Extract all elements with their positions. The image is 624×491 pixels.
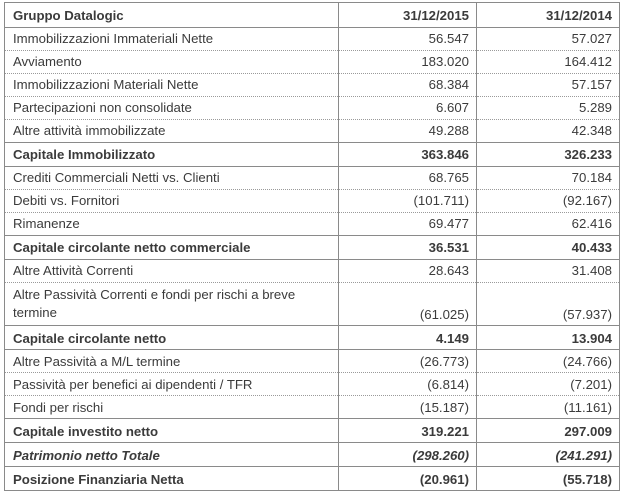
table-row	[5, 260, 620, 283]
row-label-cell	[5, 236, 339, 260]
row-label-text: Debiti vs. Fornitori	[13, 193, 120, 209]
row-label-cell	[5, 97, 339, 120]
row-value-col2-text: 31.408	[571, 263, 612, 279]
row-value-col1-text: (26.773)	[419, 353, 469, 369]
row-label-cell	[5, 190, 339, 213]
table-body	[5, 28, 620, 491]
row-value-col1-text: (20.961)	[419, 471, 469, 487]
row-value-col2-cell	[477, 467, 620, 491]
row-value-col2-cell	[477, 143, 620, 167]
row-value-col2-text: 40.433	[571, 240, 612, 256]
row-label-cell	[5, 260, 339, 283]
row-value-col2-text: (55.718)	[562, 471, 612, 487]
row-label-cell	[5, 443, 339, 467]
row-label-text: Altre Passività Correnti e fondi per rischi a breve termine	[13, 287, 296, 321]
row-label-text: Capitale Immobilizzato	[13, 147, 156, 163]
row-value-col1-text: 4.149	[435, 330, 469, 346]
table-row	[5, 236, 620, 260]
row-value-col1-cell	[339, 467, 477, 491]
row-value-col2-text: 326.233	[564, 147, 612, 163]
table-row	[5, 283, 620, 326]
row-value-col1-cell	[339, 396, 477, 419]
table-row	[5, 74, 620, 97]
row-value-col2-cell	[477, 326, 620, 350]
row-label-text: Immobilizzazioni Materiali Nette	[13, 77, 199, 93]
table-row	[5, 167, 620, 190]
row-value-col1-text: 183.020	[421, 54, 469, 70]
row-value-col2-text: (7.201)	[570, 376, 612, 392]
row-label-text: Altre Attività Correnti	[13, 263, 134, 279]
row-label-text: Crediti Commerciali Netti vs. Clienti	[13, 170, 220, 186]
row-value-col1-text: 36.531	[428, 240, 469, 256]
row-value-col2-text: 5.289	[578, 100, 612, 116]
row-label-cell	[5, 283, 339, 326]
table-row	[5, 120, 620, 143]
row-value-col2-text: 13.904	[571, 330, 612, 346]
row-value-col2-cell	[477, 51, 620, 74]
row-value-col1-cell	[339, 350, 477, 373]
table-header	[5, 3, 620, 28]
row-value-col1-cell	[339, 236, 477, 260]
row-value-col1-cell	[339, 143, 477, 167]
row-value-col1-cell	[339, 213, 477, 236]
table-row	[5, 396, 620, 419]
row-value-col1-text: (15.187)	[419, 399, 469, 415]
row-label-text: Posizione Finanziaria Netta	[13, 471, 184, 487]
table-header-row	[5, 3, 620, 28]
table-row	[5, 326, 620, 350]
row-label-text: Capitale investito netto	[13, 423, 159, 439]
row-label-cell	[5, 213, 339, 236]
row-value-col1-text: 28.643	[428, 263, 469, 279]
header-cell-col1	[339, 3, 477, 28]
row-value-col2-cell	[477, 373, 620, 396]
row-value-col2-cell	[477, 443, 620, 467]
row-value-col2-text: 62.416	[571, 216, 612, 232]
row-label-cell	[5, 120, 339, 143]
row-value-col2-cell	[477, 419, 620, 443]
row-value-col1-cell	[339, 419, 477, 443]
row-label-text: Immobilizzazioni Immateriali Nette	[13, 31, 214, 47]
row-value-col2-text: 57.157	[571, 77, 612, 93]
row-label-text: Patrimonio netto Totale	[13, 447, 160, 463]
row-label-text: Rimanenze	[13, 216, 80, 232]
row-label-cell	[5, 326, 339, 350]
row-label-cell	[5, 143, 339, 167]
row-value-col2-cell	[477, 190, 620, 213]
row-value-col2-cell	[477, 97, 620, 120]
row-value-col1-text: 363.846	[421, 147, 469, 163]
row-label-cell	[5, 51, 339, 74]
row-value-col2-cell	[477, 236, 620, 260]
row-value-col2-text: (241.291)	[555, 447, 612, 463]
row-value-col2-text: 42.348	[571, 123, 612, 139]
row-value-col2-cell	[477, 396, 620, 419]
row-value-col1-text: (6.814)	[427, 376, 469, 392]
table-row	[5, 143, 620, 167]
table-row	[5, 97, 620, 120]
row-value-col1-text: 68.384	[428, 77, 469, 93]
row-value-col2-cell	[477, 283, 620, 326]
row-label-cell	[5, 467, 339, 491]
table-row	[5, 373, 620, 396]
header-label-text: Gruppo Datalogic	[13, 8, 124, 24]
row-value-col2-text: (24.766)	[562, 353, 612, 369]
row-label-cell	[5, 167, 339, 190]
row-value-col1-cell	[339, 167, 477, 190]
header-cell-col2	[477, 3, 620, 28]
row-value-col1-text: 6.607	[435, 100, 469, 116]
table-row	[5, 28, 620, 51]
row-value-col1-text: 56.547	[428, 31, 469, 47]
row-value-col2-cell	[477, 260, 620, 283]
row-value-col1-cell	[339, 120, 477, 143]
row-value-col1-cell	[339, 51, 477, 74]
row-value-col1-cell	[339, 283, 477, 326]
table-row	[5, 51, 620, 74]
row-label-text: Avviamento	[13, 54, 82, 70]
row-label-cell	[5, 396, 339, 419]
row-value-col2-cell	[477, 120, 620, 143]
row-value-col1-cell	[339, 97, 477, 120]
row-value-col2-text: (11.161)	[563, 399, 612, 415]
row-value-col2-text: 57.027	[571, 31, 612, 47]
row-value-col1-text: (298.260)	[412, 447, 469, 463]
row-label-text: Partecipazioni non consolidate	[13, 100, 192, 116]
row-value-col1-cell	[339, 74, 477, 97]
table-row	[5, 419, 620, 443]
row-value-col1-text: 68.765	[428, 170, 469, 186]
table-row	[5, 350, 620, 373]
row-value-col1-cell	[339, 260, 477, 283]
row-value-col1-text: 49.288	[428, 123, 469, 139]
row-label-text: Capitale circolante netto commerciale	[13, 240, 251, 256]
row-label-cell	[5, 74, 339, 97]
row-label-cell	[5, 419, 339, 443]
financial-statement-table	[4, 2, 620, 491]
row-value-col1-cell	[339, 443, 477, 467]
row-value-col1-cell	[339, 190, 477, 213]
row-label-cell	[5, 28, 339, 51]
row-value-col1-cell	[339, 373, 477, 396]
header-cell-label	[5, 3, 339, 28]
row-value-col2-cell	[477, 167, 620, 190]
row-label-cell	[5, 350, 339, 373]
row-value-col1-cell	[339, 326, 477, 350]
row-value-col1-text: 69.477	[428, 216, 469, 232]
row-value-col2-cell	[477, 213, 620, 236]
row-value-col2-text: (57.937)	[562, 306, 612, 322]
header-col2-text: 31/12/2014	[545, 8, 612, 24]
row-value-col1-text: 319.221	[421, 423, 469, 439]
header-col1-text: 31/12/2015	[402, 8, 469, 24]
row-label-text: Fondi per rischi	[13, 399, 104, 415]
row-label-text: Passività per benefici ai dipendenti / TFR	[13, 376, 253, 392]
row-value-col1-text: (101.711)	[413, 193, 469, 209]
row-value-col2-cell	[477, 350, 620, 373]
row-value-col1-cell	[339, 28, 477, 51]
row-value-col2-text: 70.184	[571, 170, 612, 186]
row-value-col2-cell	[477, 28, 620, 51]
row-value-col1-text: (61.025)	[419, 306, 469, 322]
row-label-cell	[5, 373, 339, 396]
row-value-col2-cell	[477, 74, 620, 97]
table-row	[5, 213, 620, 236]
row-value-col2-text: (92.167)	[562, 193, 612, 209]
table-row	[5, 443, 620, 467]
row-value-col2-text: 297.009	[564, 423, 612, 439]
table-row	[5, 190, 620, 213]
row-label-text: Capitale circolante netto	[13, 330, 167, 346]
row-value-col2-text: 164.412	[564, 54, 612, 70]
financial-statement-table-container	[4, 2, 619, 491]
row-label-text: Altre attività immobilizzate	[13, 123, 166, 139]
table-row	[5, 467, 620, 491]
row-label-text: Altre Passività a M/L termine	[13, 353, 181, 369]
